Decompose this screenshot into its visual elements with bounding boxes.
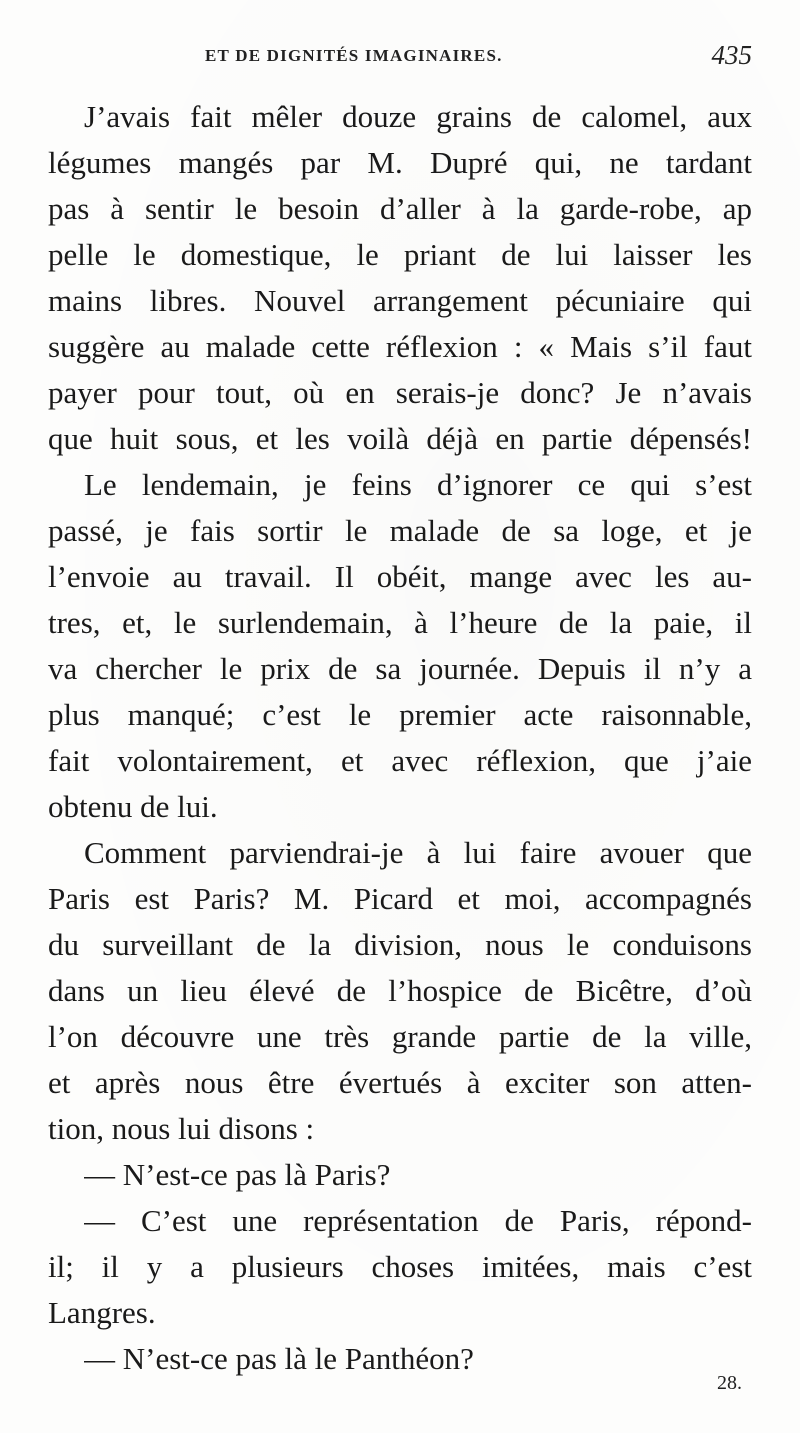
text-line: pelle le domestique, le priant de lui laisser les xyxy=(48,237,752,272)
running-title: ET DE DIGNITÉS IMAGINAIRES. xyxy=(205,46,503,65)
text-line: fait volontairement, et avec réflexion, que j’aie xyxy=(48,743,752,778)
text-line: et après nous être évertués à exciter son atten- xyxy=(48,1065,752,1100)
dialogue-line: — N’est-ce pas là le Panthéon? xyxy=(84,1341,474,1376)
text-line: tres, et, le surlendemain, à l’heure de la paie, il xyxy=(48,605,752,640)
text-line: légumes mangés par M. Dupré qui, ne tardant xyxy=(48,145,752,180)
page-number: 435 xyxy=(711,40,752,70)
dialogue-line: — C’est une représentation de Paris, répond- xyxy=(84,1203,752,1238)
text-line: l’envoie au travail. Il obéit, mange avec les au- xyxy=(48,559,752,594)
text-line: suggère au malade cette réflexion : « Mais s’il faut xyxy=(48,329,752,364)
text-line: payer pour tout, où en serais-je donc? Je n’avais xyxy=(48,375,752,410)
signature-mark: 28. xyxy=(717,1372,742,1394)
text-line: tion, nous lui disons : xyxy=(48,1111,315,1146)
text-line: pas à sentir le besoin d’aller à la garde-robe, ap xyxy=(48,191,752,226)
text-line: dans un lieu élevé de l’hospice de Bicêtre, d’où xyxy=(48,973,752,1008)
text-line: l’on découvre une très grande partie de la ville, xyxy=(48,1019,752,1054)
text-line: obtenu de lui. xyxy=(48,789,218,824)
dialogue-line: — N’est-ce pas là Paris? xyxy=(84,1157,391,1192)
text-line: Paris est Paris? M. Picard et moi, accompagnés xyxy=(48,881,752,916)
text-line: Le lendemain, je feins d’ignorer ce qui s’est xyxy=(84,467,752,502)
text-line: du surveillant de la division, nous le conduisons xyxy=(48,927,752,962)
text-line: plus manqué; c’est le premier acte raisonnable, xyxy=(48,697,752,732)
text-line: il; il y a plusieurs choses imitées, mais c’est xyxy=(48,1249,752,1284)
text-line: J’avais fait mêler douze grains de calomel, aux xyxy=(84,99,752,134)
text-line: passé, je fais sortir le malade de sa loge, et je xyxy=(48,513,752,548)
running-head xyxy=(0,40,800,80)
text-line: va chercher le prix de sa journée. Depuis il n’y a xyxy=(48,651,752,686)
text-line: Comment parviendrai-je à lui faire avouer que xyxy=(84,835,752,870)
text-line: mains libres. Nouvel arrangement pécuniaire qui xyxy=(48,283,752,318)
text-line: Langres. xyxy=(48,1295,156,1330)
text-line: que huit sous, et les voilà déjà en partie dépensés! xyxy=(48,421,752,456)
